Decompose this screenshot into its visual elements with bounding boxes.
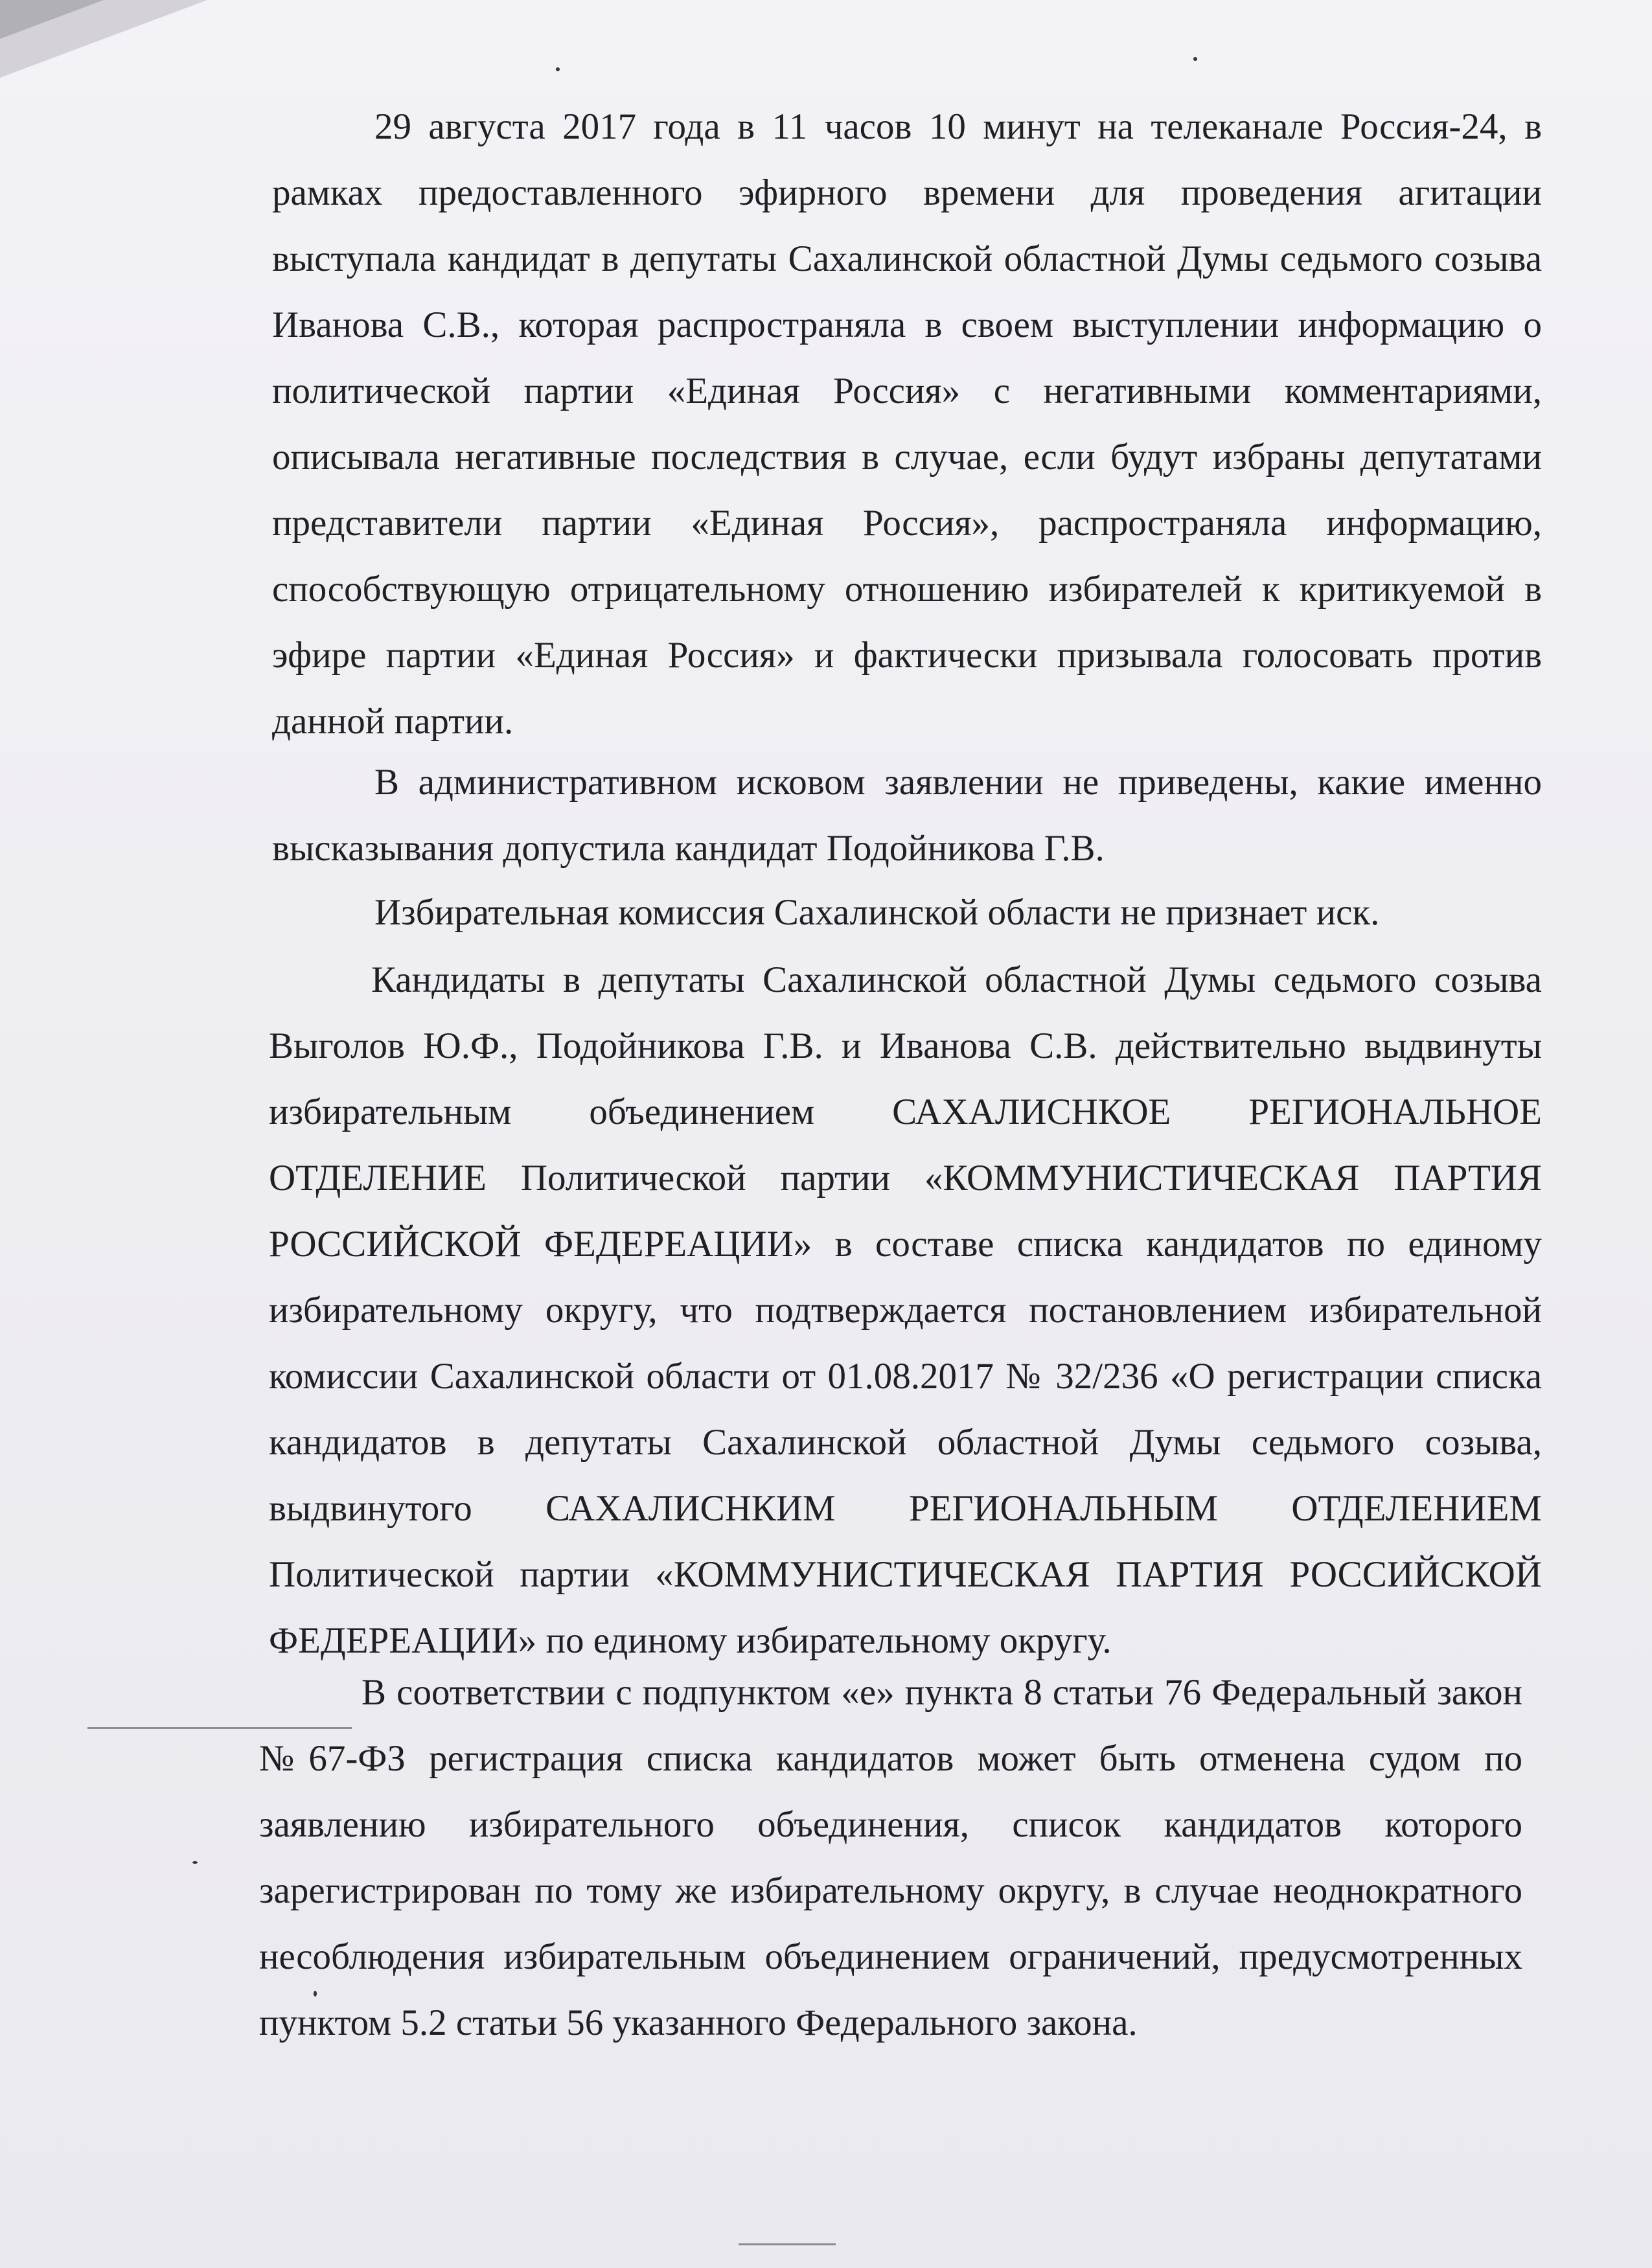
scan-speck [556,67,560,71]
paragraph-agitation: 29 августа 2017 года в 11 часов 10 минут на телеканале Россия-24, в рамках предоставленного эфирного времени для проведения агитации выступала кандидат в депутаты Сахалинской областной Думы седьмого созыва Иванова С.В., которая распространяла в своем выступлении информацию о политической партии «Единая Россия» с негативными комментариями, описывала негативные последствия в случае, если будут избраны депутатами представители партии «Единая Россия», распространяла информацию, способствующую отрицательному отношению избирателей к критикуемой в эфире партии «Единая Россия» и фактически призывала голосовать против данной партии. [272,106,1542,742]
scan-speck [192,1861,198,1864]
page-bottom-line [739,2243,836,2245]
paragraph-law-reference: В соответствии с подпунктом «е» пункта 8 статьи 76 Федеральный закон №67-ФЗ регистрация списка кандидатов может быть отменена судом по заявлению избирательного объединения, список кандидатов которого зарегистрирован по тому же избирательному округу, в случае неоднократного несоблюдения избирательным объединением ограничений, предусмотренных пунктом 5.2 статьи 56 указанного Федерального закона. [259,1672,1522,2043]
paragraph-claim-statements: В административном исковом заявлении не приведены, какие именно высказывания допустила кандидат Подойникова Г.В. [272,762,1542,869]
paragraph-commission-position: Избирательная комиссия Сахалинской области не признает иск. [374,892,1380,933]
scan-speck [1193,57,1197,61]
folded-corner-edge [0,0,104,39]
paragraph-candidates-nomination: Кандидаты в депутаты Сахалинской областной Думы седьмого созыва Выголов Ю.Ф., Подойникова Г.В. и Иванова С.В. действительно выдвинуты избирательным объединением САХАЛИСНКОЕ РЕГИОНАЛЬНОЕ ОТДЕЛЕНИЕ Политической партии «КОММУНИСТИЧЕСКАЯ ПАРТИЯ РОССИЙСКОЙ ФЕДЕРЕАЦИИ» в составе списка кандидатов по единому избирательному округу, что подтверждается постановлением избирательной комиссии Сахалинской области от 01.08.2017 № 32/236 «О регистрации списка кандидатов в депутаты Сахалинской областной Думы седьмого созыва, выдвинутого САХАЛИСНКИМ РЕГИОНАЛЬНЫМ ОТДЕЛЕНИЕМ Политической партии «КОММУНИСТИЧЕСКАЯ ПАРТИЯ РОССИЙСКОЙ ФЕДЕРЕАЦИИ» по единому избирательному округу. [269,959,1542,1661]
